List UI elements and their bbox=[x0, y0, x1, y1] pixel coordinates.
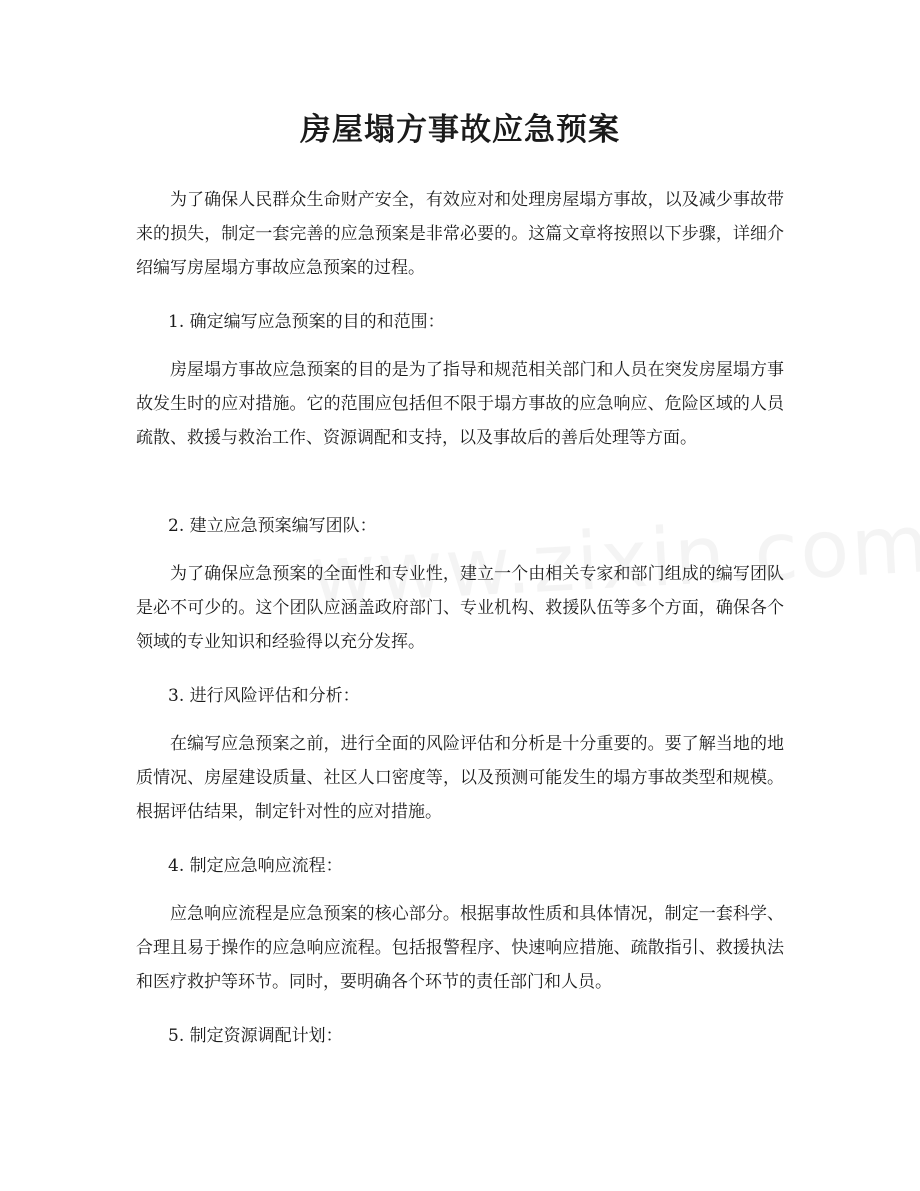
section-3-body: 在编写应急预案之前，进行全面的风险评估和分析是十分重要的。要了解当地的地质情况、房屋建设质量、社区人口密度等，以及预测可能发生的塌方事故类型和规模。根据评估结果，制定针对性的应对措施。 bbox=[136, 734, 784, 822]
section-1-heading: 1. 确定编写应急预案的目的和范围： bbox=[168, 312, 445, 332]
section-2-body: 为了确保应急预案的全面性和专业性，建立一个由相关专家和部门组成的编写团队是必不可少的。这个团队应涵盖政府部门、专业机构、救援队伍等多个方面，确保各个领域的专业知识和经验得以充分发挥。 bbox=[136, 564, 784, 652]
intro-paragraph: 为了确保人民群众生命财产安全，有效应对和处理房屋塌方事故，以及减少事故带来的损失，制定一套完善的应急预案是非常必要的。这篇文章将按照以下步骤，详细介绍编写房屋塌方事故应急预案的过程。 bbox=[136, 190, 784, 278]
section-5-heading: 5. 制定资源调配计划： bbox=[168, 1026, 343, 1046]
section-4-body: 应急响应流程是应急预案的核心部分。根据事故性质和具体情况，制定一套科学、合理且易于操作的应急响应流程。包括报警程序、快速响应措施、疏散指引、救援执法和医疗救护等环节。同时，要明确各个环节的责任部门和人员。 bbox=[136, 904, 784, 992]
section-1-body: 房屋塌方事故应急预案的目的是为了指导和规范相关部门和人员在突发房屋塌方事故发生时的应对措施。它的范围应包括但不限于塌方事故的应急响应、危险区域的人员疏散、救援与救治工作、资源调配和支持，以及事故后的善后处理等方面。 bbox=[136, 360, 784, 448]
section-4-heading: 4. 制定应急响应流程： bbox=[168, 856, 343, 876]
document-title: 房屋塌方事故应急预案 bbox=[300, 112, 620, 148]
section-2-heading: 2. 建立应急预案编写团队： bbox=[168, 516, 377, 536]
section-3-heading: 3. 进行风险评估和分析： bbox=[168, 686, 360, 706]
